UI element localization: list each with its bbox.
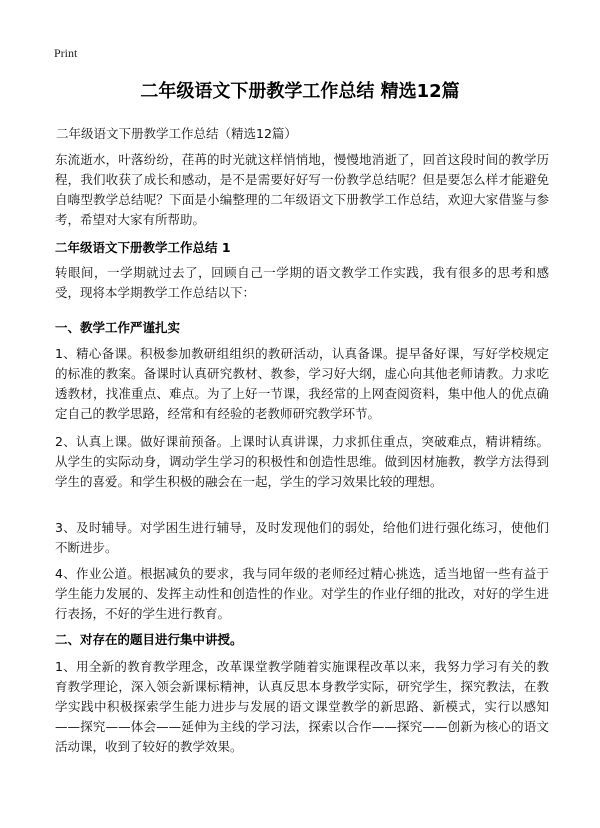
print-label[interactable]: Print xyxy=(54,46,78,60)
section-intro-paragraph: 转眼间，一学期就过去了，回顾自己一学期的语文教学工作实践，我有很多的思考和感受，现将本学期教学工作总结以下： xyxy=(55,265,549,300)
document-subtitle: 二年级语文下册教学工作总结（精选12篇） xyxy=(56,126,297,141)
document-title: 二年级语文下册教学工作总结 精选12篇 xyxy=(140,81,460,102)
list-item-tutoring: 3、及时辅导。对学困生进行辅导，及时发现他们的弱处，给他们进行强化练习，使他们不断进步。 xyxy=(55,520,549,555)
list-item-class: 2、认真上课。做好课前预备。上课时认真讲课，力求抓住重点，突破难点，精讲精练。从学生的实际动身，调动学生学习的积极性和创造性思维。做到因材施教，教学方法得到学生的喜爱。和学生积极的融会在一起，学生的学习效果比较的理想。 xyxy=(55,434,549,489)
section-heading-1: 二年级语文下册教学工作总结 1 xyxy=(55,240,231,255)
part-heading-2: 二、对存在的题目进行集中讲授。 xyxy=(55,632,243,647)
list-item-homework: 4、作业公道。根据减负的要求，我与同年级的老师经过精心挑选，适当地留一些有益于学生能力发展的、发挥主动性和创造性的作业。对学生的作业仔细的批改，对好的学生进行表扬，不好的学生进行教育。 xyxy=(55,566,549,621)
intro-paragraph: 东流逝水，叶落纷纷，荏苒的时光就这样悄悄地，慢慢地消逝了，回首这段时间的教学历程，我们收获了成长和感动，是不是需要好好写一份教学总结呢？但是要怎么样才能避免自嗨型教学总结呢？下面是小编整理的二年级语文下册教学工作总结，欢迎大家借鉴与参考，希望对大家有所帮助。 xyxy=(55,152,549,227)
list-item-teaching-reform: 1、用全新的教育教学理念，改革课堂教学随着实施课程改革以来，我努力学习有关的教育教学理论，深入领会新课标精神，认真反思本身教学实际，研究学生，探究教法，在教学实践中积极探索学生能力进步与发展的语文课堂教学的新思路、新模式，实行以感知——探究——体会——延伸为主线的学习法，探索以合作——探究——创新为核心的语文活动课，收到了较好的教学效果。 xyxy=(55,659,549,754)
list-item-prepare: 1、精心备课。积极参加教研组组织的教研活动，认真备课。提早备好课，写好学校规定的标准的教案。备课时认真研究教材、教参，学习好大纲，虚心向其他老师请教。力求吃透教材，找准重点、难点。为了上好一节课，我经常的上网查阅资料，集中他人的优点确定自己的教学思路，经常和有经验的老教师研究教学环节。 xyxy=(55,346,549,421)
part-heading-1: 一、教学工作严谨扎实 xyxy=(55,320,181,335)
